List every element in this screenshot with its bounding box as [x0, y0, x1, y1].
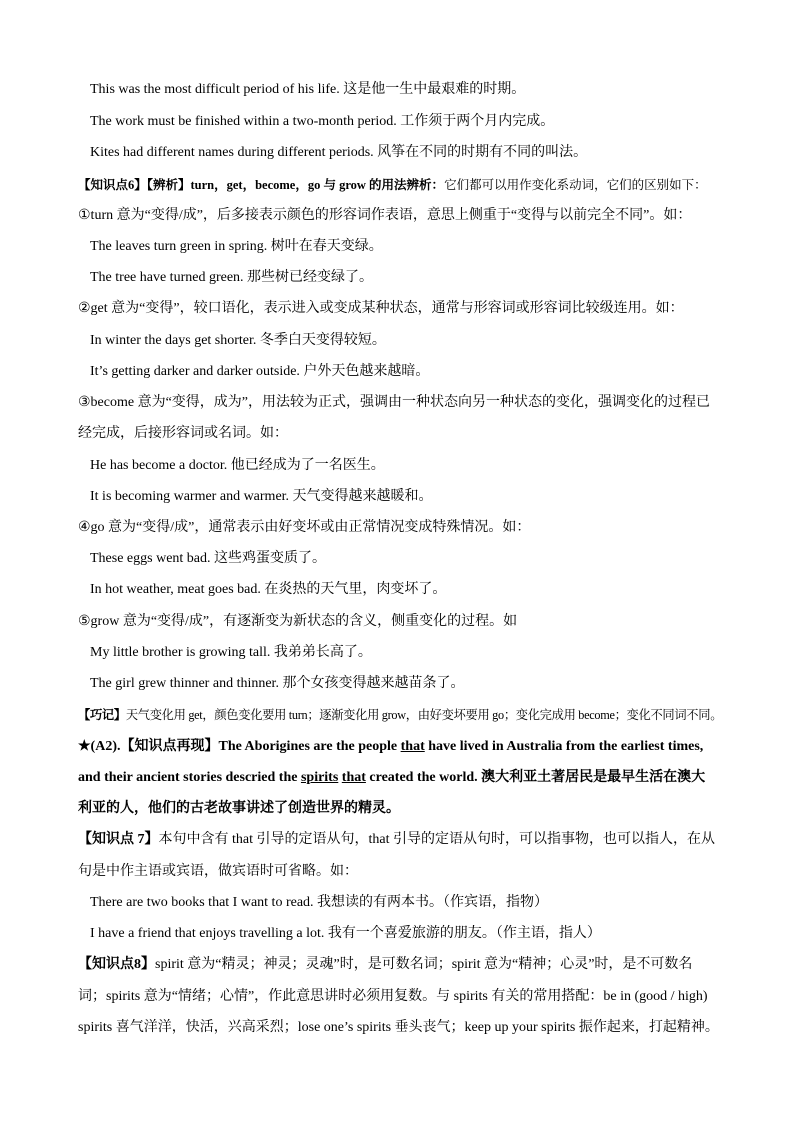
underlined-word: spirits	[300, 770, 339, 785]
example-sentence: I have a friend that enjoys travelling a lot. 我有一个喜爱旅游的朋友。（作主语，指人）	[90, 926, 601, 941]
example-sentence: In winter the days get shorter. 冬季白天变得较短。	[90, 333, 386, 348]
kp6-heading-bold: 【知识点6】【辨析】turn，get，become，go 与 grow 的用法辨析：	[78, 178, 445, 192]
kp7-label: 【知识点 7】	[78, 832, 159, 847]
grow-explanation: ⑤grow 意为“变得/成”，有逐渐变为新状态的含义，侧重变化的过程。如	[78, 614, 518, 629]
knowledge-point-7: 【知识点 7】本句中含有 that 引导的定语从句，that 引导的定语从句时，可以指事物，也可以指人，在从	[78, 832, 715, 847]
example-sentence: The work must be finished within a two-month period. 工作须于两个月内完成。	[90, 114, 555, 129]
example-sentence: The tree have turned green. 那些树已经变绿了。	[90, 270, 374, 285]
example-sentence: This was the most difficult period of his life. 这是他一生中最艰难的时期。	[90, 82, 526, 97]
go-explanation: ④go 意为“变得/成”，通常表示由好变坏或由正常情况变成特殊情况。如：	[78, 520, 531, 535]
example-sentence: The leaves turn green in spring. 树叶在春天变绿。	[90, 239, 383, 254]
knowledge-point-8-cont: spirits 喜气洋洋，快活，兴高采烈；lose one’s spirits 垂头丧气；keep up your spirits 振作起来，打起精神。	[78, 1020, 719, 1035]
example-sentence: Kites had different names during different periods. 风筝在不同的时期有不同的叫法。	[90, 145, 588, 160]
knowledge-point-8-cont: 词；spirits 意为“情绪；心情”，作此意思讲时必须用复数。与 spirits 有关的常用搭配：be in (good / high)	[78, 989, 708, 1004]
knowledge-point-8: 【知识点8】spirit 意为“精灵；神灵；灵魂”时，是可数名词；spirit 意为“精神；心灵”时，是不可数名	[78, 957, 693, 972]
example-sentence: It is becoming warmer and warmer. 天气变得越来越暖和。	[90, 489, 433, 504]
knowledge-point-reprise-cont: and their ancient stories descried the spirits that created the world. 澳大利亚土著居民是最早生活在澳大	[78, 770, 706, 785]
kp6-heading-rest: 它们都可以用作变化系动词，它们的区别如下：	[444, 178, 707, 192]
knowledge-point-reprise: ★(A2).【知识点再现】The Aborigines are the people that have lived in Australia from the earliest times,	[78, 739, 704, 754]
example-sentence: In hot weather, meat goes bad. 在炎热的天气里，肉变坏了。	[90, 582, 447, 597]
example-sentence: There are two books that I want to read. 我想读的有两本书。（作宾语，指物）	[90, 895, 549, 910]
knowledge-point-7-cont: 句是中作主语或宾语，做宾语时可省略。如：	[78, 864, 358, 879]
get-explanation: ②get 意为“变得”，较口语化，表示进入或变成某种状态，通常与形容词或形容词比较级连用。如：	[78, 301, 684, 316]
example-sentence: My little brother is growing tall. 我弟弟长高了。	[90, 645, 372, 660]
underlined-word: that	[400, 739, 425, 754]
memory-tip-text: 天气变化用 get，颜色变化要用 turn；逐渐变化用 grow，由好变坏要用 go；变化完成用 become；变化不同词不同。	[125, 708, 723, 722]
knowledge-point-reprise-translation: 利亚的人，他们的古老故事讲述了创造世界的精灵。	[78, 801, 400, 816]
example-sentence: He has become a doctor. 他已经成为了一名医生。	[90, 458, 385, 473]
turn-explanation: ①turn 意为“变得/成”，后多接表示颜色的形容词作表语，意思上侧重于“变得与以前完全不同”。如：	[78, 208, 692, 223]
memory-tip-label: 【巧记】	[78, 708, 126, 722]
memory-tip	[78, 705, 734, 725]
example-sentence: It’s getting darker and darker outside. 户外天色越来越暗。	[90, 364, 430, 379]
underlined-word: that	[341, 770, 366, 785]
become-explanation: ③become 意为“变得，成为”，用法较为正式，强调由一种状态向另一种状态的变化，强调变化的过程已	[78, 395, 711, 410]
example-sentence: These eggs went bad. 这些鸡蛋变质了。	[90, 551, 327, 566]
become-explanation-cont: 经完成，后接形容词或名词。如：	[78, 426, 288, 441]
kp8-label: 【知识点8】	[78, 957, 155, 972]
example-sentence: The girl grew thinner and thinner. 那个女孩变得越来越苗条了。	[90, 676, 465, 691]
knowledge-point-6-heading	[78, 175, 734, 195]
